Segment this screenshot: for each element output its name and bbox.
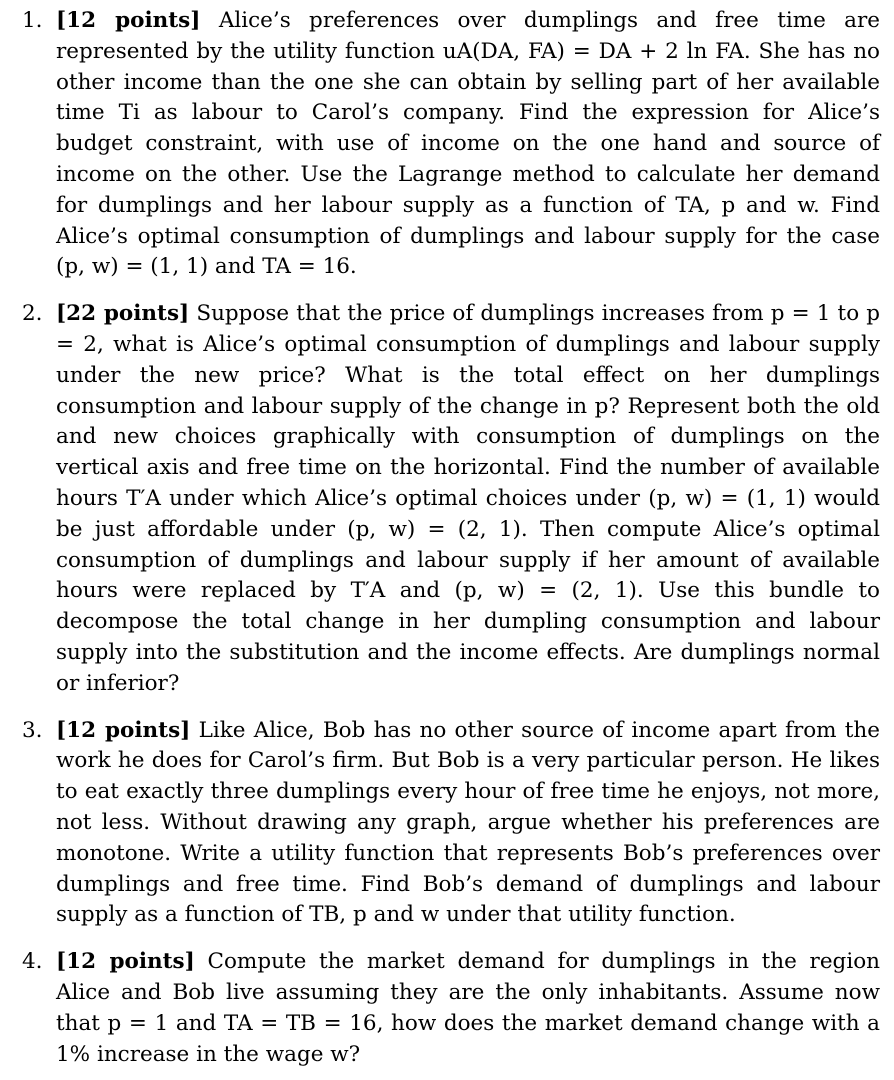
- problem-number: 4.: [22, 949, 43, 975]
- problem-text: Alice’s preferences over dumplings and free time are represented by the utility function uA(DA, FA) = DA + 2 ln FA. She has no other income than the one she can obtain by selling part of her available time Ti as labour to Carol’s company. Find the expression for Alice’s budget constraint, with use of income on the one hand and source of income on the other. Use the Lagrange method to calculate her demand for dumplings and her labour supply as a function of TA, p and w. Find Alice’s optimal consumption of dumplings and labour supply for the case (p, w) = (1, 1) and TA = 16.: [56, 8, 880, 280]
- problem-points: [12 points]: [56, 717, 191, 743]
- problem-text: Like Alice, Bob has no other source of income apart from the work he does for Carol’s firm. But Bob is a very particular person. He likes to eat exactly three dumplings every hour of free time he enjoys, not more, not less. Without drawing any graph, argue whether his preferences are monotone. Write a utility function that represents Bob’s preferences over dumplings and free time. Find Bob’s demand of dumplings and labour supply as a function of TB, p and w under that utility function.: [56, 717, 880, 928]
- problem-number: 2.: [22, 301, 43, 327]
- problem-3: [22, 716, 880, 932]
- problem-number: 3.: [22, 717, 43, 743]
- problem-text: Compute the market demand for dumplings in the region Alice and Bob live assuming they are the only inhabitants. Assume now that p = 1 and TA = TB = 16, how does the market demand change with a 1% increase in the wage w?: [56, 949, 880, 1067]
- problem-points: [12 points]: [56, 8, 201, 33]
- problem-4: [22, 947, 880, 1070]
- problem-points: [22 points]: [56, 301, 190, 327]
- problem-text: Suppose that the price of dumplings increases from p = 1 to p = 2, what is Alice’s optimal consumption of dumplings and labour supply under the new price? What is the total effect on her dumplings consumption and labour supply of the change in p? Represent both the old and new choices graphically with consumption of dumplings on the vertical axis and free time on the horizontal. Find the number of available hours T′A under which Alice’s optimal choices under (p, w) = (1, 1) would be just affordable under (p, w) = (2, 1). Then compute Alice’s optimal consumption of dumplings and labour supply if her amount of available hours were replaced by T′A and (p, w) = (2, 1). Use this bundle to decompose the total change in her dumpling consumption and labour supply into the substitution and the income effects. Are dumplings normal or inferior?: [56, 301, 880, 696]
- problem-1: [22, 6, 880, 283]
- problem-list: [22, 6, 880, 1070]
- problem-number: 1.: [22, 8, 43, 33]
- problem-2: [22, 299, 880, 699]
- problem-points: [12 points]: [56, 949, 195, 975]
